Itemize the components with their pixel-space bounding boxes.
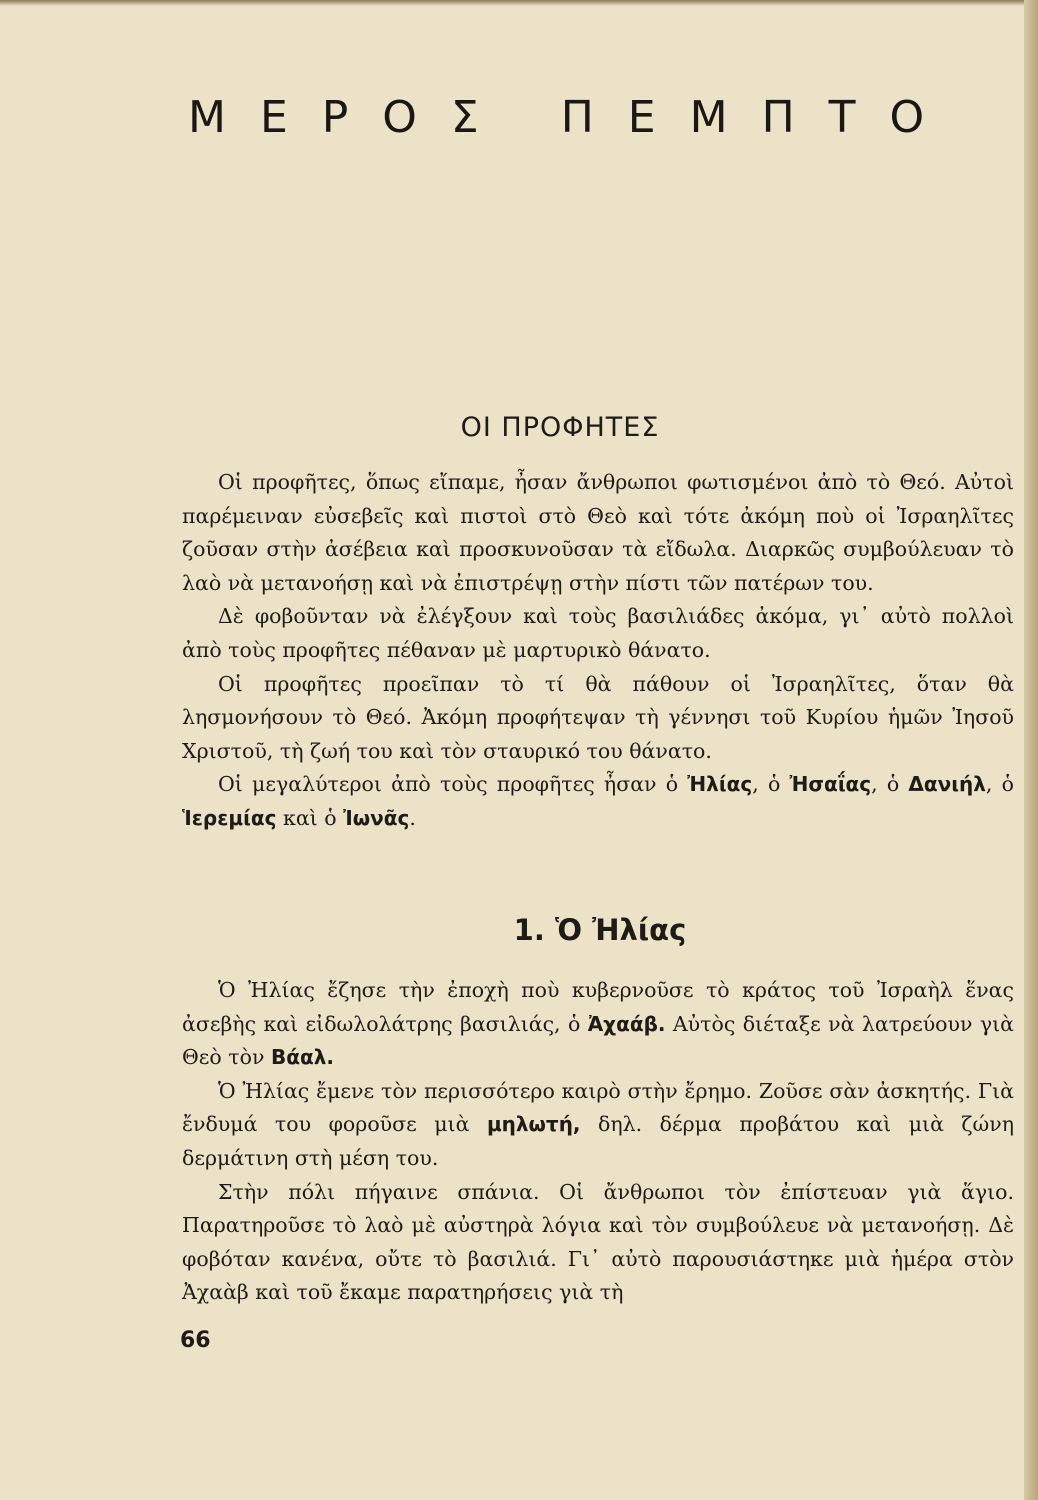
subsection-paragraph-3: Στὴν πόλι πήγαινε σπάνια. Οἱ ἄνθρωποι τὸν ἐπίστευαν γιὰ ἅγιο. Παρατηροῦσε τὸ λαὸ μὲ αὐστηρὰ λόγια καὶ τὸν συμβούλευε νὰ μετανοήσῃ. Δὲ φοβόταν κανένα, οὔτε τὸ βασιλιά. Γι᾿ αὐτὸ παρουσιάστηκε μιὰ ἡμέρα στὸν Ἀχαὰβ καὶ τοῦ ἔκαμε παρατηρήσεις γιὰ τὴ bbox=[182, 1179, 1014, 1305]
section-paragraph-4: Οἱ μεγαλύτεροι ἀπὸ τοὺς προφῆτες ἦσαν ὁ Ἠλίας, ὁ Ἠσαΐας, ὁ Δανιήλ, ὁ Ἱερεμίας καὶ ὁ Ἰωνᾶς. bbox=[182, 772, 1014, 830]
page-number: 66 bbox=[180, 1328, 211, 1353]
paragraph-text: Ὁ Ἠλίας ἔμενε τὸν περισσότερο καιρὸ στὴν ἔρημο. Ζοῦσε σὰν ἀσκητής. Γιὰ ἔνδυμά του φοροῦσε μιὰ bbox=[182, 1078, 1014, 1137]
king-name: Ἀχαάβ. bbox=[587, 1011, 666, 1036]
section-body bbox=[182, 466, 1014, 836]
subsection-body bbox=[182, 974, 1014, 1310]
subsection-title: 1. Ὁ Ἠλίας bbox=[513, 913, 687, 947]
paragraph-text: Οἱ μεγαλύτεροι ἀπὸ τοὺς προφῆτες ἦσαν ὁ bbox=[218, 772, 679, 797]
prophet-name: Ἠσαΐας bbox=[789, 772, 872, 797]
article-word: ὁ bbox=[767, 772, 781, 797]
prophet-name: Δανιήλ bbox=[908, 772, 986, 797]
paragraph-text: δηλ. δέρμα προβάτου καὶ μιὰ ζώνη δερμάτινη στὴ μέση του. bbox=[182, 1112, 1014, 1170]
article-word: ὁ bbox=[1001, 772, 1014, 797]
conjunction-word: καὶ ὁ bbox=[283, 805, 337, 830]
section-paragraph-2: Δὲ φοβοῦνταν νὰ ἐλέγξουν καὶ τοὺς βασιλιάδες ἀκόμα, γι᾿ αὐτὸ πολλοὶ ἀπὸ τοὺς προφῆτες πέθαναν μὲ μαρτυρικὸ θάνατο. bbox=[182, 604, 1014, 662]
section-paragraph-1: Οἱ προφῆτες, ὅπως εἴπαμε, ἦσαν ἄνθρωποι φωτισμένοι ἀπὸ τὸ Θεό. Αὐτοὶ παρέμειναν εὐσεβεῖς καὶ πιστοὶ στὸ Θεὸ καὶ τότε ἀκόμη ποὺ οἱ Ἰσραηλῖτες ζοῦσαν στὴν ἀσέβεια καὶ προσκυνοῦσαν τὰ εἴδωλα. Διαρκῶς συμβούλευαν τὸ λαὸ νὰ μετανοήσῃ καὶ νὰ ἐπιστρέψῃ στὴν πίστι τῶν πατέρων του. bbox=[182, 470, 1014, 595]
subsection-paragraph-1 bbox=[182, 974, 1014, 1075]
paragraph-text: Αὐτὸς διέταξε νὰ λατρεύουν γιὰ Θεὸ τὸν bbox=[182, 1011, 1014, 1070]
paragraph-text: Ὁ Ἠλίας ἔζησε τὴν ἐποχὴ ποὺ κυβερνοῦσε τὸ κράτος τοῦ Ἰσραὴλ ἕνας ἀσεβὴς καὶ εἰδωλολάτρης βασιλιάς, ὁ bbox=[182, 978, 1014, 1036]
prophet-name: Ἰωνᾶς bbox=[343, 805, 410, 830]
part-title: ΜΕΡΟΣ ΠΕΜΠΤΟ bbox=[188, 92, 959, 143]
term-highlight: μηλωτή, bbox=[486, 1112, 581, 1137]
subsection-paragraph-2 bbox=[182, 1075, 1014, 1176]
prophet-name: Ἠλίας bbox=[687, 772, 753, 797]
page-right-edge bbox=[1024, 0, 1038, 1500]
page-top-edge bbox=[0, 0, 1038, 6]
prophet-name: Ἱερεμίας bbox=[182, 805, 277, 830]
article-word: ὁ bbox=[886, 772, 900, 797]
deity-name: Βάαλ. bbox=[270, 1045, 334, 1070]
section-paragraph-3: Οἱ προφῆτες προεῖπαν τὸ τί θὰ πάθουν οἱ Ἰσραηλῖτες, ὅταν θὰ λησμονήσουν τὸ Θεό. Ἀκόμη προφήτεψαν τὴ γέννησι τοῦ Κυρίου ἡμῶν Ἰησοῦ Χριστοῦ, τὴ ζωή του καὶ τὸν σταυρικό του θάνατο. bbox=[182, 671, 1014, 763]
section-title: ΟΙ ΠΡΟΦΗΤΕΣ bbox=[460, 412, 660, 443]
